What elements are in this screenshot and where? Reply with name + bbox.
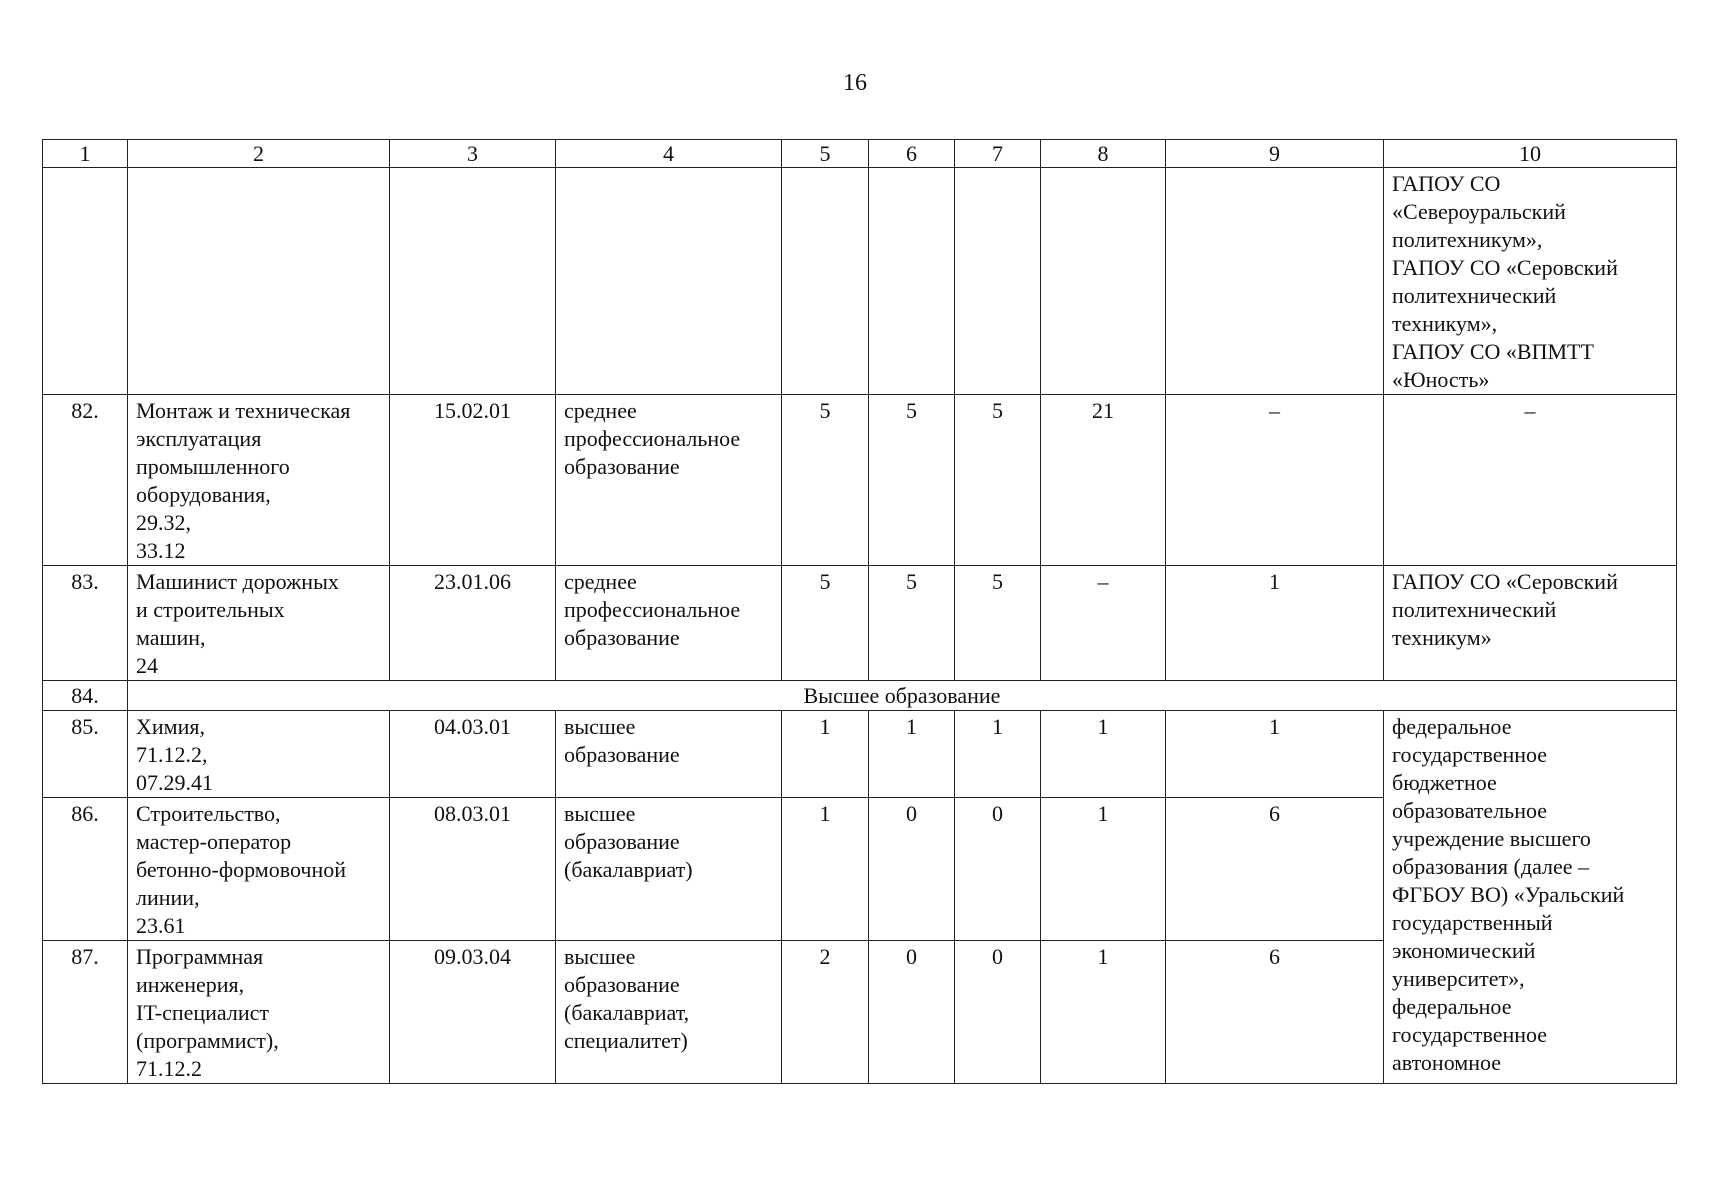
profession-cell [128,395,390,566]
value-cell-5: 5 [782,566,869,681]
value-cell-9: 6 [1166,941,1384,1084]
empty-cell [869,168,955,395]
empty-cell [782,168,869,395]
text-line: среднее [564,398,637,423]
empty-cell [390,168,556,395]
text-line: экономический [1392,938,1536,963]
text-line: образовательное [1392,798,1548,823]
text-line: высшее [564,714,636,739]
row-number: 85. [43,711,128,798]
text-line: инженерия, [136,972,245,997]
profession-cell [128,798,390,941]
text-line: 33.12 [136,538,186,563]
text-line: среднее [564,569,637,594]
text-line: техникум» [1392,625,1492,650]
text-line: образование [564,742,680,767]
text-line: профессиональное [564,597,741,622]
text-line: политехнический [1392,283,1557,308]
institutions-cell [1384,168,1677,395]
value-cell-9: 1 [1166,566,1384,681]
text-line: политехникум», [1392,227,1543,252]
header-cell: 9 [1166,140,1384,168]
text-line: 29.32, [136,510,191,535]
text-line: учреждение высшего [1392,826,1591,851]
section-title: Высшее образование [128,681,1677,711]
institutions-cell-merged [1384,711,1677,1084]
text-line: бетонно-формовочной [136,857,346,882]
header-cell: 1 [43,140,128,168]
document-table [42,139,1677,1084]
text-line: государственное [1392,742,1548,767]
text-line: мастер-оператор [136,829,292,854]
text-line: специалитет) [564,1028,688,1053]
profession-cell [128,711,390,798]
value-cell-8: – [1041,566,1166,681]
profession-cell [128,566,390,681]
text-line: государственное [1392,1022,1548,1047]
text-line: 23.61 [136,913,186,938]
text-line: федеральное [1392,714,1512,739]
text-line: образование [564,625,680,650]
text-line: Строительство, [136,801,281,826]
value-cell-5: 1 [782,798,869,941]
table-row-continuation [43,168,1677,395]
value-cell-8: 1 [1041,711,1166,798]
text-line: «Юность» [1392,367,1490,392]
code-cell: 15.02.01 [390,395,556,566]
empty-cell [43,168,128,395]
header-cell: 8 [1041,140,1166,168]
code-cell: 04.03.01 [390,711,556,798]
value-cell-6: 5 [869,566,955,681]
header-cell: 3 [390,140,556,168]
value-cell-5: 2 [782,941,869,1084]
empty-cell [1041,168,1166,395]
text-line: промышленного [136,454,290,479]
text-line: 71.12.2, [136,742,208,767]
text-line: эксплуатация [136,426,262,451]
table-row [43,711,1677,798]
education-level-cell [556,711,782,798]
value-cell-7: 5 [955,395,1041,566]
text-line: высшее [564,801,636,826]
text-line: IT-специалист [136,1000,270,1025]
text-line: «Североуральский [1392,199,1566,224]
text-line: Монтаж и техническая [136,398,351,423]
text-line: ФГБОУ ВО) «Уральский [1392,882,1625,907]
code-cell: 09.03.04 [390,941,556,1084]
education-level-cell [556,395,782,566]
value-cell-6: 0 [869,941,955,1084]
page-number: 16 [843,70,867,96]
row-number: 83. [43,566,128,681]
text-line: оборудования, [136,482,271,507]
value-cell-7: 0 [955,941,1041,1084]
education-level-cell [556,566,782,681]
text-line: высшее [564,944,636,969]
text-line: федеральное [1392,994,1512,1019]
education-level-cell [556,798,782,941]
value-cell-9: 1 [1166,711,1384,798]
text-line: образование [564,972,680,997]
header-cell: 4 [556,140,782,168]
row-number: 84. [43,681,128,711]
text-line: (программист), [136,1028,279,1053]
text-line: государственный [1392,910,1553,935]
table-row [43,395,1677,566]
empty-cell [1166,168,1384,395]
header-cell: 5 [782,140,869,168]
empty-cell [128,168,390,395]
code-cell: 08.03.01 [390,798,556,941]
empty-cell [556,168,782,395]
table-row [43,566,1677,681]
text-line: Машинист дорожных [136,569,339,594]
profession-cell [128,941,390,1084]
section-row [43,681,1677,711]
institutions-cell [1384,566,1677,681]
value-cell-6: 5 [869,395,955,566]
value-cell-5: 5 [782,395,869,566]
text-line: профессиональное [564,426,741,451]
header-cell: 6 [869,140,955,168]
code-cell: 23.01.06 [390,566,556,681]
text-line: (бакалавриат, [564,1000,690,1025]
header-cell: 2 [128,140,390,168]
text-line: университет», [1392,966,1525,991]
text-line: политехнический [1392,597,1557,622]
institutions-cell: – [1384,395,1677,566]
text-line: образование [564,829,680,854]
value-cell-7: 0 [955,798,1041,941]
text-line: Химия, [136,714,205,739]
text-line: техникум», [1392,311,1498,336]
text-line: Программная [136,944,264,969]
value-cell-8: 1 [1041,798,1166,941]
text-line: 24 [136,653,158,678]
header-cell: 7 [955,140,1041,168]
text-line: 07.29.41 [136,770,213,795]
text-line: (бакалавриат) [564,857,693,882]
text-line: линии, [136,885,200,910]
text-line: автономное [1392,1050,1502,1075]
row-number: 86. [43,798,128,941]
row-number: 87. [43,941,128,1084]
value-cell-6: 0 [869,798,955,941]
text-line: ГАПОУ СО [1392,171,1501,196]
text-line: ГАПОУ СО «Серовский [1392,255,1618,280]
header-row [43,140,1677,168]
text-line: ГАПОУ СО «Серовский [1392,569,1618,594]
value-cell-7: 1 [955,711,1041,798]
text-line: и строительных [136,597,285,622]
value-cell-9: – [1166,395,1384,566]
value-cell-8: 21 [1041,395,1166,566]
value-cell-7: 5 [955,566,1041,681]
text-line: машин, [136,625,206,650]
text-line: 71.12.2 [136,1056,202,1081]
header-cell: 10 [1384,140,1677,168]
text-line: ГАПОУ СО «ВПМТТ [1392,339,1594,364]
education-level-cell [556,941,782,1084]
empty-cell [955,168,1041,395]
value-cell-5: 1 [782,711,869,798]
text-line: образование [564,454,680,479]
row-number: 82. [43,395,128,566]
value-cell-9: 6 [1166,798,1384,941]
text-line: образования (далее – [1392,854,1590,879]
text-line: бюджетное [1392,770,1497,795]
value-cell-6: 1 [869,711,955,798]
value-cell-8: 1 [1041,941,1166,1084]
